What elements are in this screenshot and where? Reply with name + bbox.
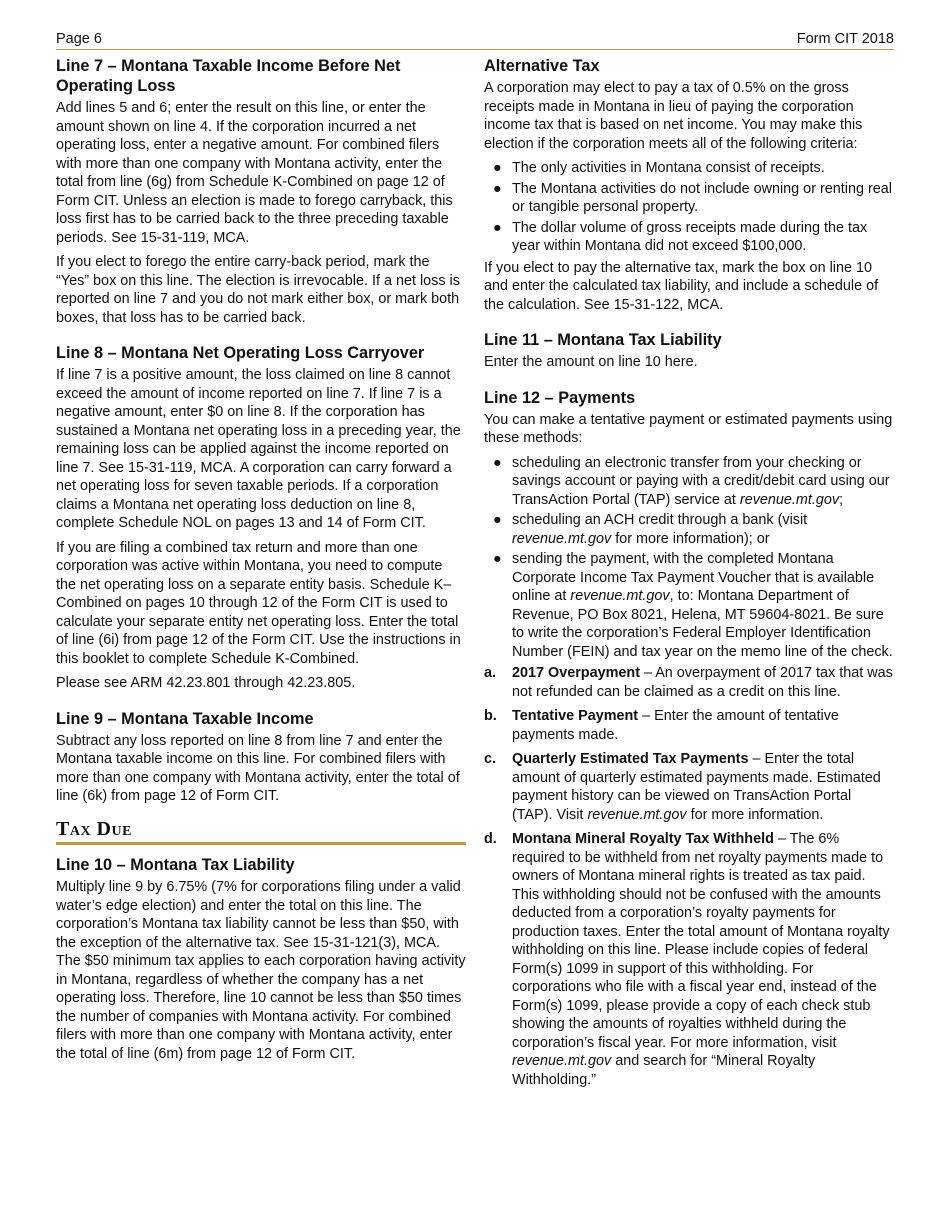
line11-heading: Line 11 – Montana Tax Liability	[484, 331, 722, 349]
line12-heading: Line 12 – Payments	[484, 388, 636, 407]
line8-paragraph-1: If line 7 is a positive amount, the loss claimed on line 8 cannot exceed the amount of income reported on line 7. If line 7 is a negative amount, enter $0 on line 8. If the corporation has sustained a Montana net operating loss in a preceding year, the remaining loss can be applied against the income reported on line 7. See 15-31-119, MCA. A corporation can carry forward a net operating loss for seven taxable periods. If a corporation claims a Montana net operating loss deduction on line 8, complete Schedule NOL on pages 13 and 14 of Form CIT.	[56, 367, 461, 531]
line11-paragraph-1: Enter the amount on line 10 here.	[484, 354, 698, 370]
bullet-icon: ●	[493, 219, 502, 236]
bullet-icon: ●	[493, 512, 502, 528]
revenue-link: revenue.mt.gov	[739, 491, 840, 508]
revenue-link: revenue.mt.gov	[512, 1053, 612, 1069]
item-a-overpayment: a. 2017 Overpayment – An overpayment of 2017 tax that was not refunded can be claimed as a credit on this line.	[484, 665, 893, 700]
line7-paragraph-2: If you elect to forego the entire carry-back period, mark the “Yes” box on this line. The election is irrevocable. If a net loss is reported on line 7 and you do not mark either box, or mark both boxes, that loss has to be carried back.	[56, 254, 460, 326]
alternative-tax-paragraph-1: A corporation may elect to pay a tax of 0.5% on the gross receipts made in Montana in lieu of paying the corporation income tax that is based on net income. You may make this election if the corporation meets all of the following criteria:	[484, 80, 863, 152]
left-column	[56, 56, 466, 1069]
line10-paragraph-1: Multiply line 9 by 6.75% (7% for corporations filing under a valid water’s edge election) and enter the total on this line. The corporation’s Montana tax liability cannot be less than $50, with the exception of the alternative tax. See 15-31-121(3), MCA. The $50 minimum tax applies to each corporation having activity in Montana, regardless of whether the company has a net operating loss. Therefore, line 10 cannot be less than $50 times the number of companies with Montana activity. For combined filers with more than one company with Montana activity, enter the total of line (6m) from page 12 of Form CIT.	[56, 879, 466, 1062]
alternative-tax-heading: Alternative Tax	[484, 57, 600, 75]
list-item: ● The dollar volume of gross receipts made during the tax year within Montana did not exceed $100,000.	[493, 219, 868, 254]
payment-methods-list	[484, 454, 895, 662]
right-column	[484, 56, 895, 1095]
list-item: ● The Montana activities do not include owning or renting real or tangible personal property.	[493, 180, 892, 215]
line8-paragraph-2: If you are filing a combined tax return and more than one corporation was active within Montana, you need to compute the net operating loss on a separate entity basis. Schedule K–Combined on pages 10 through 12 of the Form CIT is used to calculate your separate entity net operating loss. Enter the total of line (6i) from page 12 of the Form CIT. Use the instructions in this booklet to complete Schedule K-Combined.	[56, 539, 461, 667]
line8-heading: Line 8 – Montana Net Operating Loss Carryover	[56, 344, 425, 362]
list-item: ● scheduling an ACH credit through a bank (visit revenue.mt.gov for more information); or	[493, 512, 808, 547]
tax-due-section-title: Tax Due	[56, 820, 466, 846]
line12-paragraph-1: You can make a tentative payment or estimated payments using these methods:	[484, 411, 893, 446]
page-header	[56, 30, 894, 50]
page-number: Page 6	[56, 31, 102, 47]
line8-paragraph-3: Please see ARM 42.23.801 through 42.23.805.	[56, 675, 356, 691]
item-c-quarterly-estimated: c. Quarterly Estimated Tax Payments – Enter the total amount of quarterly estimated payments made. Estimated payment history can be viewed on TransAction Portal (TAP). Visit revenue.mt.gov for more information.	[484, 751, 881, 823]
alternative-tax-criteria-list	[484, 159, 895, 256]
bullet-icon: ●	[493, 454, 502, 471]
item-b-tentative-payment: b. Tentative Payment – Enter the amount of tentative payments made.	[484, 708, 839, 743]
revenue-link: revenue.mt.gov	[570, 588, 670, 604]
line7-paragraph-1: Add lines 5 and 6; enter the result on this line, or enter the amount shown on line 4. If the corporation incurred a net operating loss, enter a negative amount. For combined filers with more than one company with Montana activity, enter the total from line (6g) from Schedule K-Combined on page 12 of Form CIT. Unless an election is made to forego carryback, this loss first has to be carried back to the three preceding taxable periods. See 15-31-119, MCA.	[56, 100, 453, 246]
bullet-icon: ●	[493, 180, 502, 197]
list-item: ● sending the payment, with the completed Montana Corporate Income Tax Payment Voucher that is available online at revenue.mt.gov, to: Montana Department of Revenue, PO Box 8021, Helena, MT 59604-8021. Be sure to write the corporation’s Federal Employer Identification Number (FEIN) and tax year on the memo line of the check.	[493, 551, 893, 660]
form-name: Form CIT 2018	[796, 31, 894, 47]
item-d-mineral-royalty: d. Montana Mineral Royalty Tax Withheld – The 6% required to be withheld from net royalty payments made to owners of Montana mineral rights is treated as tax paid. This withholding should not be confused with the amounts deducted from a corporation’s royalty payments for production taxes. Enter the total amount of Montana royalty withholding on this line. Please include copies of federal Form(s) 1099 in support of this withholding. For corporations who file with a fiscal year end, instead of the Form(s) 1099, please provide a copy of each check stub showing the amounts of royalties withheld during the corporation’s fiscal year. For more information, visit revenue.mt.gov and search for “Mineral Royalty Withholding.”	[484, 831, 890, 1088]
bullet-icon: ●	[493, 551, 502, 567]
list-item: ● The only activities in Montana consist of receipts.	[493, 160, 825, 176]
line7-heading: Line 7 – Montana Taxable Income Before Net Operating Loss	[56, 57, 401, 95]
line9-heading: Line 9 – Montana Taxable Income	[56, 709, 314, 728]
revenue-link: revenue.mt.gov	[512, 530, 612, 547]
line9-paragraph-1: Subtract any loss reported on line 8 from line 7 and enter the Montana taxable income on this line. For combined filers with more than one company with Montana activity, enter the total of line (6k) from page 12 of Form CIT.	[56, 732, 460, 804]
alternative-tax-paragraph-2: If you elect to pay the alternative tax, mark the box on line 10 and enter the calculated tax liability, and include a schedule of the calculation. See 15-31-122, MCA.	[484, 259, 879, 313]
line10-heading: Line 10 – Montana Tax Liability	[56, 856, 295, 874]
revenue-link: revenue.mt.gov	[587, 806, 687, 823]
bullet-icon: ●	[493, 160, 502, 176]
list-item: ● scheduling an electronic transfer from your checking or savings account or paying with a credit/debit card using our TransAction Portal (TAP) service at revenue.mt.gov;	[493, 454, 890, 508]
